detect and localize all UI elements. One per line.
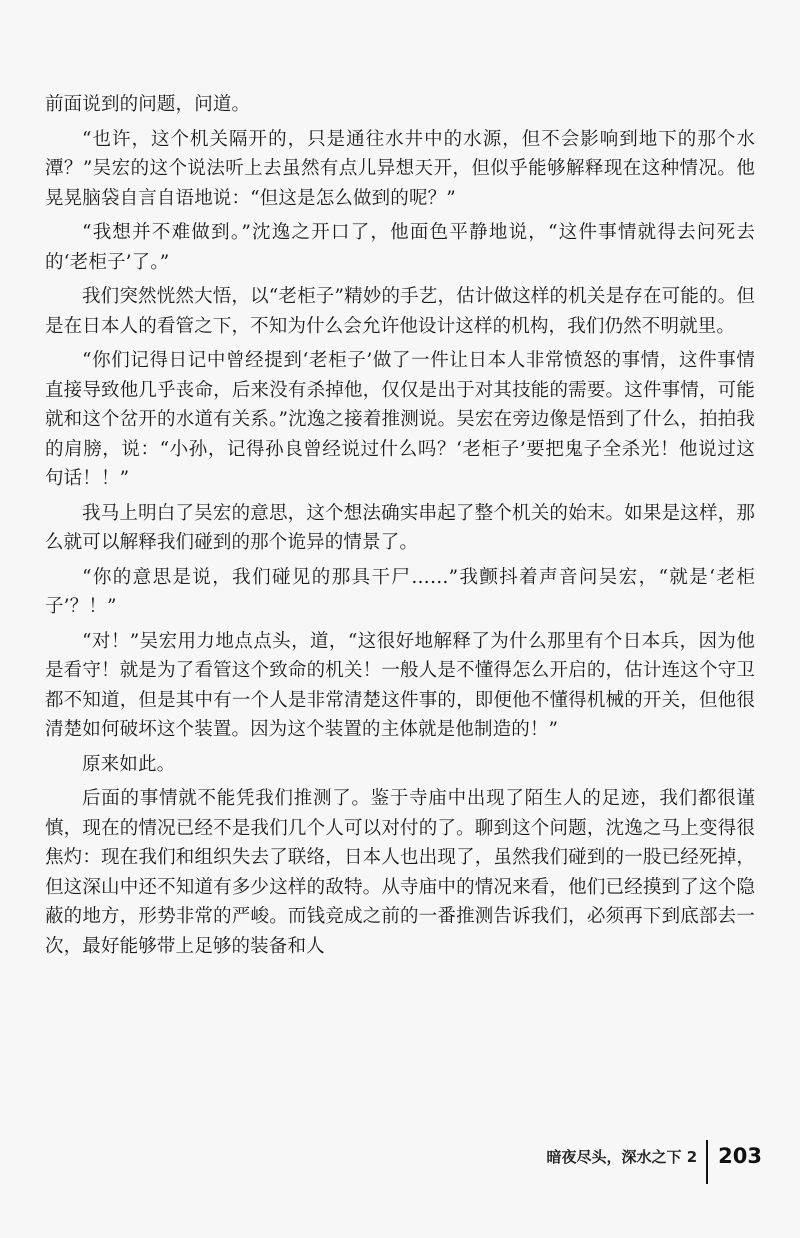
paragraph: “你的意思是说，我们碰见的那具干尸……”我颤抖着声音问吴宏，“就是‘老柜子’？！” bbox=[45, 566, 755, 617]
paragraph: 我马上明白了吴宏的意思，这个想法确实串起了整个机关的始末。如果是这样，那么就可以解释我们碰到的那个诡异的情景了。 bbox=[45, 502, 755, 553]
page-number: 203 bbox=[718, 1144, 762, 1168]
running-title: 暗夜尽头，深水之下 2 bbox=[546, 1147, 698, 1166]
paragraph: “我想并不难做到。”沈逸之开口了，他面色平静地说，“这件事情就得去问死去的‘老柜子’了。” bbox=[45, 222, 755, 273]
footer-divider bbox=[706, 1140, 708, 1184]
page-footer bbox=[546, 1134, 762, 1178]
paragraph: 前面说到的问题，问道。 bbox=[45, 94, 251, 115]
body-text bbox=[45, 90, 755, 966]
paragraph: “也许，这个机关隔开的，只是通往水井中的水源，但不会影响到地下的那个水潭？”吴宏的这个说法听上去虽然有点儿异想天开，但似乎能够解释现在这种情况。他晃晃脑袋自言自语地说：“但这是怎么做到的呢？” bbox=[45, 128, 755, 209]
paragraph: 原来如此。 bbox=[82, 753, 176, 775]
paragraph: 后面的事情就不能凭我们推测了。鉴于寺庙中出现了陌生人的足迹，我们都很谨慎，现在的情况已经不是我们几个人可以对付的了。聊到这个问题，沈逸之马上变得很焦灼：现在我们和组织失去了联络，日本人也出现了，虽然我们碰到的一股已经死掉，但这深山中还不知道有多少这样的敌特。从寺庙中的情况来看，他们已经摸到了这个隐蔽的地方，形势非常的严峻。而钱竞成之前的一番推测告诉我们，必须再下到底部去一次，最好能够带上足够的装备和人 bbox=[45, 788, 755, 957]
paragraph: 我们突然恍然大悟，以“老柜子”精妙的手艺，估计做这样的机关是存在可能的。但是在日本人的看管之下，不知为什么会允许他设计这样的机构，我们仍然不明就里。 bbox=[45, 286, 755, 337]
paragraph: “对！”吴宏用力地点点头，道，“这很好地解释了为什么那里有个日本兵，因为他是看守！就是为了看管这个致命的机关！一般人是不懂得怎么开启的，估计连这个守卫都不知道，但是其中有一个人是非常清楚这件事的，即便他不懂得机械的开关，但他很清楚如何破坏这个装置。因为这个装置的主体就是他制造的！” bbox=[45, 630, 755, 740]
paragraph: “你们记得日记中曾经提到‘老柜子’做了一件让日本人非常愤怒的事情，这件事情直接导致他几乎丧命，后来没有杀掉他，仅仅是出于对其技能的需要。这件事情，可能就和这个岔开的水道有关系。”沈逸之接着推测说。吴宏在旁边像是悟到了什么，拍拍我的肩膀，说：“小孙，记得孙良曾经说过什么吗？‘老柜子’要把鬼子全杀光！他说过这句话！！” bbox=[45, 350, 755, 489]
